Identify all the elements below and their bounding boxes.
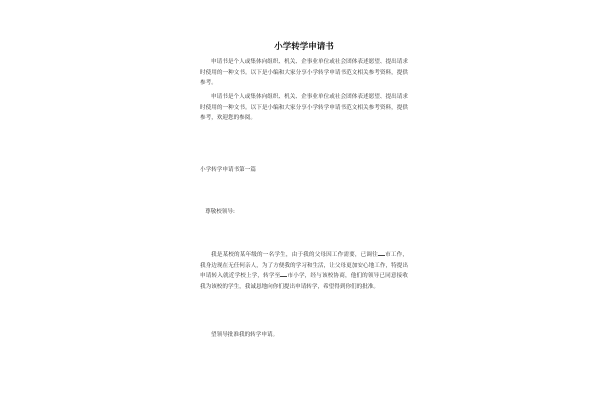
body-text-part-1: 我是某校的某年级的一名学生，由于我的父母因工作需要，已调往 bbox=[211, 252, 378, 258]
intro-paragraph-2: 申请书是个人或集体向组织、机关、企事业单位或社会团体表述愿望、提出请求时使用的一种文书。以下是小编和大家分享小学转学申请书范文相关参考资料，提供参考，欢迎您的参阅。 bbox=[200, 94, 408, 122]
body-text-part-3: 市小学，经与该校协商，他们的领导已同意接收我为该校的学生，我诚恳地向你们提出申请转学，希望得到你们的批准。 bbox=[200, 273, 408, 290]
body-text-part-2: 市工作，我身边现在无任何亲人，为了方便我的学习和生活，让父母更加安心地工作，特提出申请转入就近学校上学，转学至 bbox=[200, 252, 408, 280]
closing-paragraph: 望领导批准我的转学申请。 bbox=[211, 332, 279, 338]
section-heading: 小学转学申请书第一篇 bbox=[200, 167, 256, 173]
intro-paragraph-1: 申请书是个人或集体向组织、机关、企事业单位或社会团体表述愿望、提出请求时使用的一种文书。以下是小编和大家分享小学转学申请书范文相关参考资料，提供参考。 bbox=[200, 59, 408, 87]
blank-city-1 bbox=[378, 250, 385, 256]
body-paragraph bbox=[200, 250, 408, 292]
document-title: 小学转学申请书 bbox=[274, 42, 334, 52]
salutation: 尊敬校领导: bbox=[205, 209, 235, 215]
